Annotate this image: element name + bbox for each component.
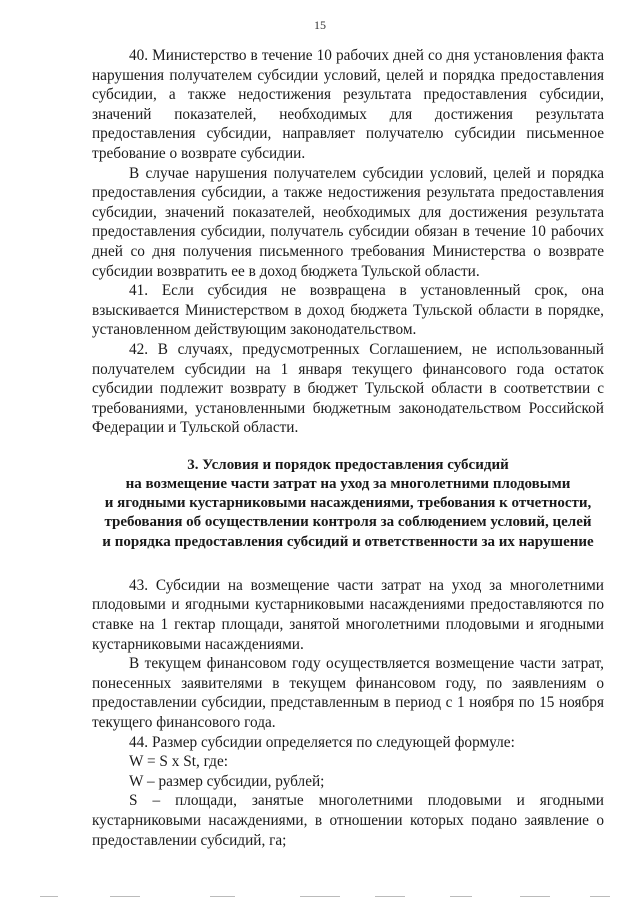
section-title-line: на возмещение части затрат на уход за многолетними плодовыми: [125, 476, 571, 493]
paragraph-44: 44. Размер субсидии определяется по следующей формуле:: [129, 733, 515, 751]
section-title-line: и ягодными кустарниковыми насаждениями, требования к отчетности,: [104, 495, 592, 512]
scan-mark: [520, 896, 550, 897]
formula: W = S x St, где:: [129, 753, 228, 771]
scan-mark: [375, 896, 405, 897]
formula-definition-s: S – площади, занятые многолетними плодовыми и ягодными кустарниковыми насаждениями, в отношении которых подано заявление о предоставлении субсидий, га;: [92, 792, 604, 849]
section-3-title: [92, 456, 604, 552]
scan-mark: [300, 896, 340, 897]
paragraph-41: 41. Если субсидия не возвращена в установленный срок, она взыскивается Министерством в доход бюджета Тульской области в порядке, установленном действующим законодательством.: [92, 282, 604, 339]
section-title-line: и порядка предоставления субсидий и ответственности за их нарушение: [102, 533, 594, 550]
paragraph-40: 40. Министерство в течение 10 рабочих дней со дня установления факта нарушения получателем субсидии условий, целей и порядка предоставления субсидии, а также недостижения результата предоставления субсидии, значений показателей, необходимых для достижения результата предоставления субсидии, направляет получателю субсидии письменное требование о возврате субсидии.: [92, 47, 604, 162]
document-body: [92, 46, 604, 850]
paragraph-43-continued: В текущем финансовом году осуществляется возмещение части затрат, понесенных заявителями в текущем финансовом году, по заявлениям о предоставлении субсидии, представленным в период с 1 ноября по 15 ноября текущего финансового года.: [92, 655, 604, 732]
section-title-line: требования об осуществлении контроля за соблюдением условий, целей: [104, 514, 592, 531]
scan-mark: [110, 896, 140, 897]
scan-mark: [450, 896, 472, 897]
scan-mark: [40, 896, 58, 897]
paragraph-40-continued: В случае нарушения получателем субсидии условий, целей и порядка предоставления субсидии, а также недостижения результата предоставления субсидии, значений показателей, необходимых для достижения результата предоставления субсидии, получатель субсидии обязан в течение 10 рабочих дней со дня получения письменного требования Министерства о возврате субсидии возвратить ее в доход бюджета Тульской области.: [92, 164, 604, 280]
paragraph-42: 42. В случаях, предусмотренных Соглашением, не использованный получателем субсидии на 1 января текущего финансового года остаток субсидии подлежит возврату в бюджет Тульской области в соответствии с требованиями, установленными бюджетным законодательством Российской Федерации и Тульской области.: [92, 340, 604, 437]
scan-edge-marks: [0, 891, 640, 901]
page-number: 15: [314, 18, 326, 32]
paragraph-43: 43. Субсидии на возмещение части затрат на уход за многолетними плодовыми и ягодными кустарниковыми насаждениями предоставляются по ставке на 1 гектар площади, занятой многолетними плодовыми и ягодными кустарниковыми насаждениями.: [92, 576, 604, 653]
section-title-line: 3. Условия и порядок предоставления субсидий: [187, 456, 509, 473]
formula-definition-w: W – размер субсидии, рублей;: [129, 772, 325, 790]
scan-mark: [590, 896, 610, 897]
scan-mark: [210, 896, 235, 897]
